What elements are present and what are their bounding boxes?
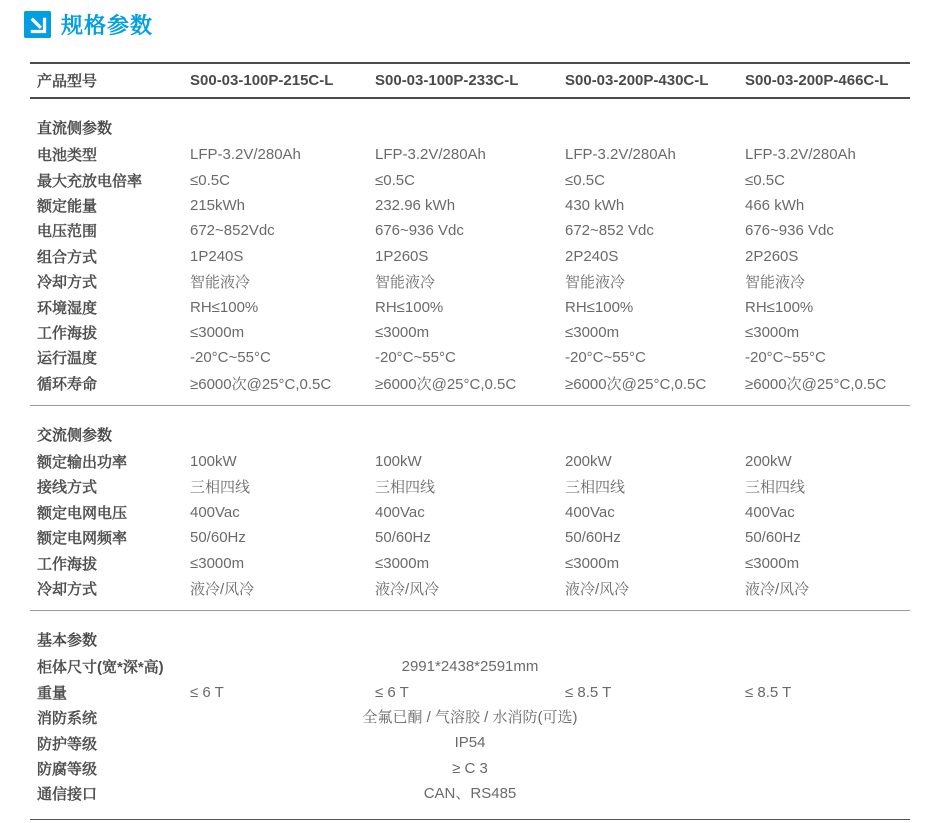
- section-separator: [30, 405, 910, 406]
- cell-value: ≤3000m: [375, 554, 430, 572]
- cell-value: -20°C~55°C: [745, 349, 826, 367]
- cell-value: ≤0.5C: [190, 171, 230, 189]
- cell-value: 215kWh: [190, 196, 246, 214]
- cell-value: 三相四线: [745, 479, 806, 497]
- cell-value: 液冷/风冷: [190, 581, 255, 599]
- table-row: [30, 705, 910, 730]
- column-header-model: S00-03-100P-215C-L: [190, 72, 334, 89]
- column-header-model: S00-03-200P-466C-L: [745, 72, 889, 89]
- section-title: 交流侧参数: [37, 426, 113, 444]
- cell-value: ≤3000m: [190, 323, 245, 341]
- cell-value: ≤0.5C: [565, 171, 605, 189]
- cell-value: -20°C~55°C: [190, 349, 271, 367]
- cell-value: 智能液冷: [565, 274, 626, 292]
- cell-value: 672~852 Vdc: [565, 222, 654, 240]
- row-label: 通信接口: [37, 786, 98, 804]
- row-label: 工作海拔: [37, 324, 98, 342]
- row-label: 额定输出功率: [37, 454, 128, 472]
- cell-value: 400Vac: [565, 503, 615, 521]
- row-label: 运行温度: [37, 350, 98, 368]
- cell-value: 2P240S: [565, 247, 619, 265]
- cell-value: ≤ 8.5 T: [565, 683, 612, 701]
- cell-value: 三相四线: [375, 479, 436, 497]
- cell-value: 50/60Hz: [745, 529, 801, 547]
- table-sections: [30, 115, 910, 807]
- cell-value: 400Vac: [190, 503, 240, 521]
- table-row: [30, 449, 910, 474]
- cell-value-spanning: 2991*2438*2591mm: [401, 658, 539, 676]
- spec-table: [30, 62, 910, 820]
- cell-value: ≤3000m: [565, 323, 620, 341]
- row-label: 工作海拔: [37, 555, 98, 573]
- column-header-model: S00-03-200P-430C-L: [565, 72, 709, 89]
- cell-value-spanning: IP54: [454, 734, 486, 752]
- cell-value: ≤ 6 T: [375, 683, 409, 701]
- cell-value: 466 kWh: [745, 196, 805, 214]
- table-row: [30, 320, 910, 345]
- table-row: [30, 525, 910, 550]
- cell-value: 液冷/风冷: [745, 581, 810, 599]
- section-title: 基本参数: [37, 632, 98, 650]
- cell-value: ≤3000m: [745, 554, 800, 572]
- cell-value: 智能液冷: [190, 274, 251, 292]
- table-row: [30, 730, 910, 755]
- table-row: [30, 680, 910, 705]
- table-row: [30, 654, 910, 679]
- table-row: [30, 142, 910, 167]
- cell-value: 100kW: [375, 453, 422, 471]
- cell-value: ≤3000m: [375, 323, 430, 341]
- page-title: 规格参数: [61, 13, 154, 38]
- table-row: [30, 244, 910, 269]
- cell-value: 三相四线: [565, 479, 626, 497]
- cell-value: 400Vac: [745, 503, 795, 521]
- row-label: 消防系统: [37, 710, 98, 728]
- cell-value: RH≤100%: [190, 298, 259, 316]
- table-header-row: [30, 62, 910, 99]
- row-label: 重量: [37, 684, 68, 702]
- table-row: [30, 371, 910, 396]
- row-label: 防腐等级: [37, 761, 98, 778]
- cell-value: 50/60Hz: [190, 529, 246, 547]
- cell-value: ≥6000次@25°C,0.5C: [745, 375, 887, 393]
- table-row: [30, 269, 910, 294]
- title-bar: [24, 9, 153, 40]
- table-row: [30, 576, 910, 601]
- cell-value: 50/60Hz: [565, 529, 621, 547]
- cell-value: 400Vac: [375, 503, 425, 521]
- cell-value: RH≤100%: [375, 298, 444, 316]
- table-row: [30, 550, 910, 575]
- cell-value: 676~936 Vdc: [745, 222, 834, 240]
- cell-value: ≤ 6 T: [190, 683, 224, 701]
- cell-value-spanning: 全氟已酮 / 气溶胶 / 水消防(可选): [362, 709, 578, 727]
- cell-value: 672~852Vdc: [190, 222, 275, 240]
- cell-value: 50/60Hz: [375, 529, 431, 547]
- row-label: 电压范围: [37, 223, 98, 241]
- row-label: 电池类型: [37, 147, 98, 165]
- cell-value: 三相四线: [190, 479, 251, 497]
- cell-value: 2P260S: [745, 247, 799, 265]
- cell-value: 智能液冷: [375, 274, 436, 292]
- cell-value: 液冷/风冷: [565, 581, 630, 599]
- cell-value: LFP-3.2V/280Ah: [190, 146, 301, 164]
- row-label: 组合方式: [37, 248, 98, 266]
- cell-value: 430 kWh: [565, 196, 625, 214]
- cell-value: 液冷/风冷: [375, 581, 440, 599]
- cell-value: 1P260S: [375, 247, 429, 265]
- row-label: 最大充放电倍率: [37, 172, 143, 190]
- cell-value: ≤3000m: [565, 554, 620, 572]
- table-row: [30, 474, 910, 499]
- row-label: 防护等级: [37, 735, 98, 753]
- table-row: [30, 218, 910, 243]
- cell-value: ≤3000m: [190, 554, 245, 572]
- table-row: [30, 167, 910, 192]
- cell-value: ≥6000次@25°C,0.5C: [190, 375, 332, 393]
- table-row: [30, 781, 910, 806]
- table-row: [30, 500, 910, 525]
- row-label: 接线方式: [37, 479, 98, 497]
- cell-value-spanning: ≥ C 3: [452, 759, 488, 777]
- section-title: 直流侧参数: [37, 120, 113, 137]
- cell-value: 100kW: [190, 453, 237, 471]
- cell-value: ≤0.5C: [375, 171, 415, 189]
- cell-value: ≤ 8.5 T: [745, 683, 792, 701]
- table-row: [30, 193, 910, 218]
- row-label: 柜体尺寸(宽*深*高): [37, 659, 164, 677]
- row-label: 冷却方式: [37, 581, 98, 599]
- cell-value: 智能液冷: [745, 274, 806, 292]
- row-label: 额定能量: [37, 197, 98, 215]
- table-row: [30, 294, 910, 319]
- table-bottom-border: [30, 819, 910, 820]
- cell-value: RH≤100%: [565, 298, 634, 316]
- cell-value: ≥6000次@25°C,0.5C: [375, 375, 517, 393]
- row-label: 额定电网频率: [37, 530, 128, 548]
- cell-value: ≤3000m: [745, 323, 800, 341]
- cell-value: -20°C~55°C: [565, 349, 646, 367]
- cell-value: 200kW: [745, 453, 792, 471]
- cell-value: -20°C~55°C: [375, 349, 456, 367]
- cell-value: 676~936 Vdc: [375, 222, 464, 240]
- column-header-label: 产品型号: [37, 73, 98, 90]
- cell-value: LFP-3.2V/280Ah: [565, 146, 676, 164]
- row-label: 环境湿度: [37, 299, 98, 317]
- table-row: [30, 345, 910, 370]
- cell-value: RH≤100%: [745, 298, 814, 316]
- cell-value: 200kW: [565, 453, 612, 471]
- row-label: 循环寿命: [37, 375, 98, 393]
- cell-value: LFP-3.2V/280Ah: [745, 146, 856, 164]
- cell-value: ≤0.5C: [745, 171, 785, 189]
- section-separator: [30, 610, 910, 611]
- column-header-model: S00-03-100P-233C-L: [375, 72, 519, 89]
- row-label: 额定电网电压: [37, 504, 128, 522]
- arrow-southeast-icon: [24, 11, 51, 38]
- cell-value: ≥6000次@25°C,0.5C: [565, 375, 707, 393]
- row-label: 冷却方式: [37, 274, 98, 292]
- cell-value: LFP-3.2V/280Ah: [375, 146, 486, 164]
- table-row: [30, 756, 910, 781]
- cell-value: 232.96 kWh: [375, 196, 456, 214]
- cell-value: 1P240S: [190, 247, 244, 265]
- cell-value-spanning: CAN、RS485: [423, 785, 517, 803]
